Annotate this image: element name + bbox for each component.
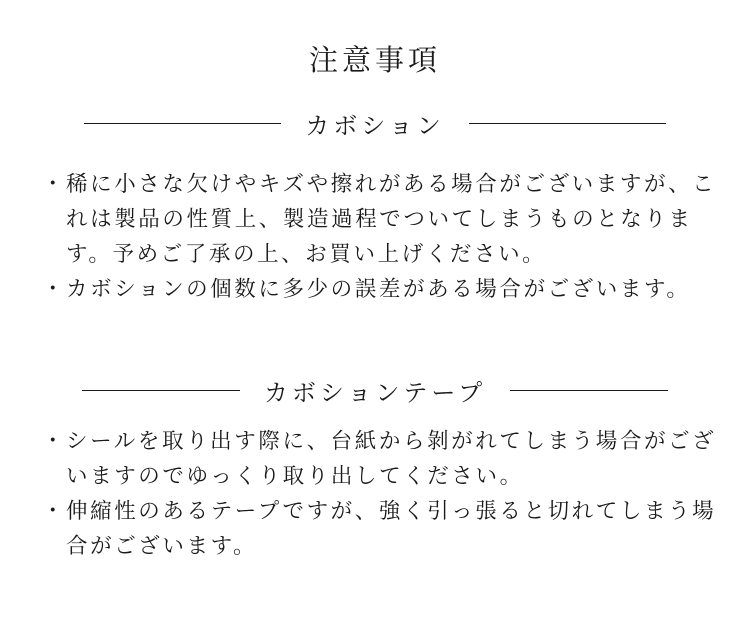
- divider-line-left: [82, 390, 240, 391]
- divider-line-right: [510, 390, 668, 391]
- note-text: 稀に小さな欠けやキズや擦れがある場合がございますが、これは製品の性質上、製造過程でついてしまうものとなります。予めご了承の上、お買い上げください。: [66, 172, 717, 267]
- divider-line-left: [84, 123, 281, 124]
- divider-line-right: [469, 123, 666, 124]
- page-title: 注意事項: [308, 43, 441, 77]
- bullet-glyph: ・: [42, 172, 67, 197]
- note-text: 伸縮性のあるテープですが、強く引っ張ると切れてしまう場合がございます。: [66, 499, 717, 559]
- section-title: カボション: [305, 111, 445, 140]
- section-heading-cabochon: [80, 108, 670, 138]
- note-text: シールを取り出す際に、台紙から剝がれてしまう場合がございますのでゆっくり取り出してください。: [66, 429, 717, 489]
- section-title: カボションテープ: [263, 378, 487, 407]
- bullet-glyph: ・: [42, 499, 67, 524]
- section-heading-cabochon-tape: [80, 375, 670, 405]
- list-item: [42, 424, 732, 494]
- list-item: [42, 167, 732, 272]
- bullet-glyph: ・: [42, 429, 67, 454]
- list-item: [42, 494, 732, 564]
- cabochon-tape-notes-list: [42, 424, 732, 564]
- bullet-glyph: ・: [42, 277, 67, 302]
- cabochon-notes-list: [42, 167, 732, 307]
- note-text: カボションの個数に多少の誤差がある場合がございます。: [66, 277, 691, 302]
- list-item: [42, 272, 732, 307]
